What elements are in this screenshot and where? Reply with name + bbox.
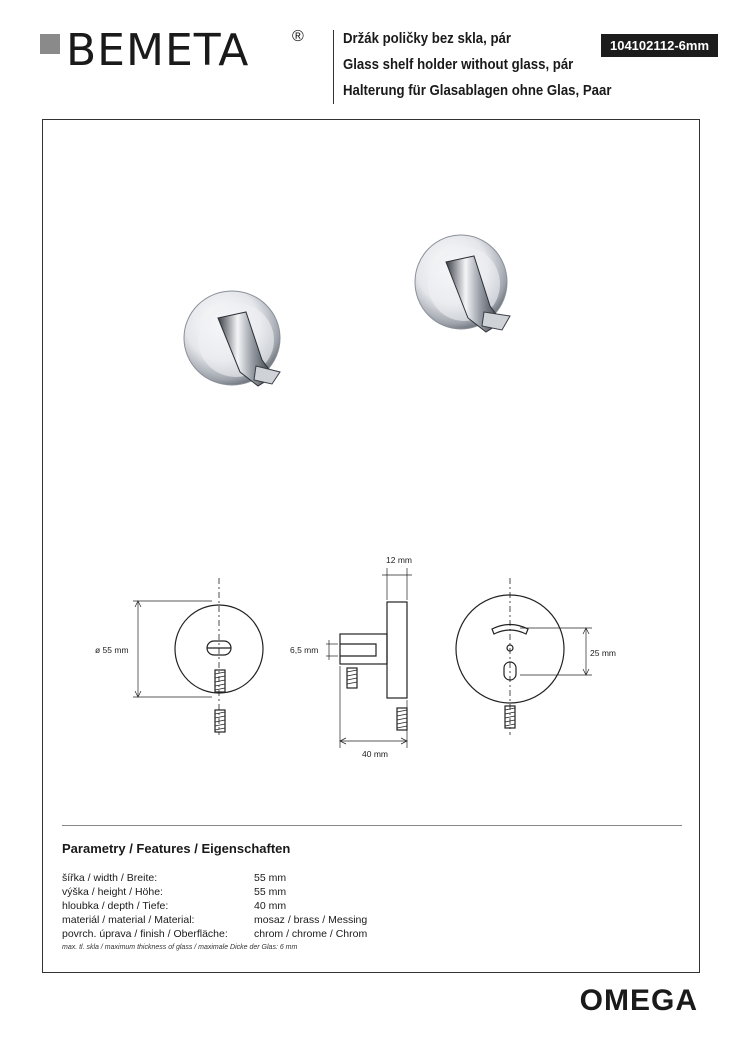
features-divider [62,825,682,826]
registered-mark: ® [292,28,304,45]
spec-value: mosaz / brass / Messing [254,914,368,926]
product-code-badge: 104102112-6mm [601,34,718,57]
spec-label: výška / height / Höhe: [62,886,163,898]
dim-depth-label: 40 mm [362,749,388,759]
spec-value: 55 mm [254,872,287,884]
dim-glass-label: 6,5 mm [290,645,319,655]
product-photo-left [184,291,280,386]
spec-label: povrch. úprava / finish / Oberfläche: [62,928,228,940]
glass-thickness-note: max. tl. skla / maximum thickness of glass / maximale Dicke der Glas: 6 mm [62,944,298,951]
spec-value: 40 mm [254,900,287,912]
spec-value: chrom / chrome / Chrom [254,928,368,940]
drawing-front-view [133,578,263,735]
spec-label: šířka / width / Breite: [62,872,158,884]
product-photo-right [415,235,510,332]
series-name: OMEGA [579,984,698,1017]
drawing-back-view [456,578,592,735]
dim-height-label: 25 mm [590,648,616,658]
title-english: Glass shelf holder without glass, pár [343,56,574,73]
spec-label: hloubka / depth / Tiefe: [62,900,169,912]
title-german: Halterung für Glasablagen ohne Glas, Paar [343,82,612,99]
spec-label: materiál / material / Material: [62,914,195,926]
drawing-side-view [326,568,412,748]
dim-thickness-label: 12 mm [386,555,412,565]
spec-value: 55 mm [254,886,287,898]
features-title: Parametry / Features / Eigenschaften [62,841,291,856]
title-czech: Držák poličky bez skla, pár [343,30,512,47]
dim-diameter-label: ø 55 mm [95,645,129,655]
logo-wordmark: BEMETA [66,25,250,76]
